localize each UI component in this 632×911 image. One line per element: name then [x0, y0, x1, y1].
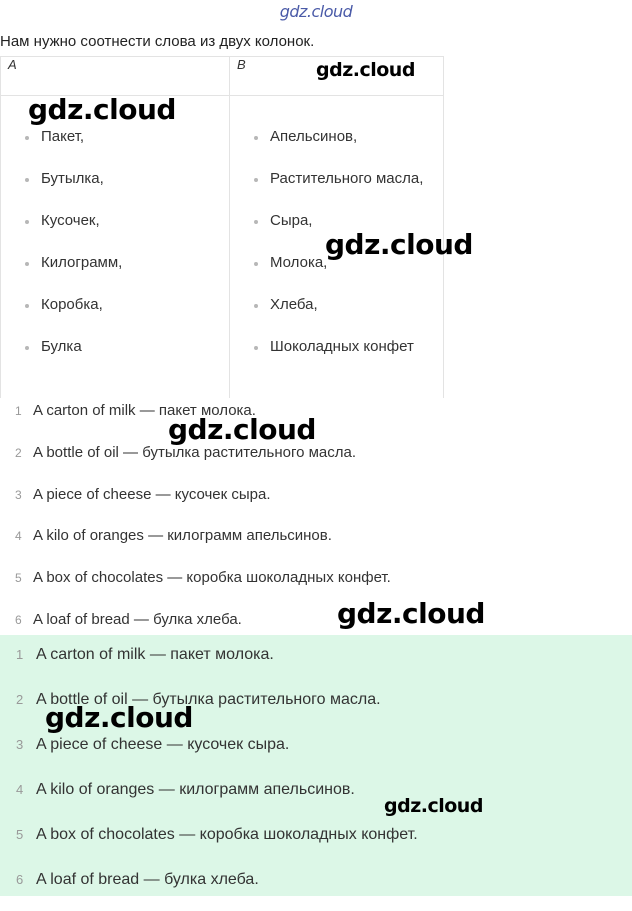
answer-item	[0, 776, 632, 821]
answer-text: A loaf of bread — булка хлеба.	[36, 871, 259, 888]
item-number: 6	[16, 872, 24, 887]
list-item: Кусочек,	[1, 209, 229, 251]
item-number: 4	[15, 529, 22, 544]
answer-text: A piece of cheese — кусочек сыра.	[33, 485, 271, 503]
answer-item	[0, 400, 632, 442]
item-number: 6	[15, 612, 22, 627]
list-item: Шоколадных конфет	[230, 335, 443, 377]
answer-item	[0, 484, 632, 526]
answer-text: A kilo of oranges — килограмм апельсинов.	[36, 781, 355, 798]
item-number: 5	[16, 827, 24, 842]
item-number: 5	[15, 571, 22, 586]
answer-item	[0, 641, 632, 686]
answer-text: A box of chocolates — коробка шоколадных конфет.	[36, 826, 418, 843]
list-item: Хлеба,	[230, 293, 443, 335]
answer-text: A carton of milk — пакет молока.	[33, 402, 256, 419]
item-number: 2	[16, 692, 24, 707]
answer-item	[0, 525, 632, 567]
list-item: Пакет,	[1, 125, 229, 167]
watermark: gdz.cloud	[168, 413, 316, 446]
answer-item	[0, 821, 632, 866]
list-item: Бутылка,	[1, 167, 229, 209]
column-a-header: A	[1, 57, 230, 96]
column-b-header: B	[230, 57, 444, 96]
site-logo[interactable]: gdz.cloud	[279, 2, 353, 21]
item-number: 4	[16, 782, 24, 797]
item-number: 2	[15, 445, 22, 460]
answer-item	[0, 731, 632, 776]
list-item: Растительного масла,	[230, 167, 443, 209]
watermark: gdz.cloud	[45, 701, 193, 734]
watermark: gdz.cloud	[325, 228, 473, 261]
answer-text: A kilo of oranges — килограмм апельсинов.	[33, 527, 332, 545]
answer-text: A loaf of bread — булка хлеба.	[33, 610, 242, 628]
item-number: 1	[16, 647, 24, 662]
answer-list	[0, 400, 632, 651]
answer-text: A bottle of oil — бутылка растительного масла.	[36, 691, 381, 708]
item-number: 3	[16, 737, 24, 752]
answer-item	[0, 567, 632, 609]
answer-item	[0, 866, 632, 911]
intro-text: Нам нужно соотнести слова из двух колонок.	[0, 33, 315, 50]
column-a-cell	[1, 96, 230, 399]
column-a-list	[1, 125, 229, 377]
answer-item	[0, 442, 632, 484]
list-item: Килограмм,	[1, 251, 229, 293]
list-item: Булка	[1, 335, 229, 377]
watermark: gdz.cloud	[316, 59, 415, 81]
list-item: Апельсинов,	[230, 125, 443, 167]
watermark: gdz.cloud	[337, 597, 485, 630]
watermark: gdz.cloud	[384, 795, 483, 817]
list-item: Коробка,	[1, 293, 229, 335]
item-number: 3	[15, 487, 22, 502]
item-number: 1	[15, 404, 22, 418]
answer-text: A box of chocolates — коробка шоколадных конфет.	[33, 569, 391, 587]
list-item: Сыра,	[230, 209, 443, 251]
answer-text: A carton of milk — пакет молока.	[36, 646, 274, 663]
answer-text: A piece of cheese — кусочек сыра.	[36, 736, 290, 753]
highlighted-answer-list	[0, 641, 632, 911]
answer-text: A bottle of oil — бутылка растительного масла.	[33, 443, 357, 461]
list-item: Молока,	[230, 251, 443, 293]
watermark: gdz.cloud	[28, 93, 176, 126]
